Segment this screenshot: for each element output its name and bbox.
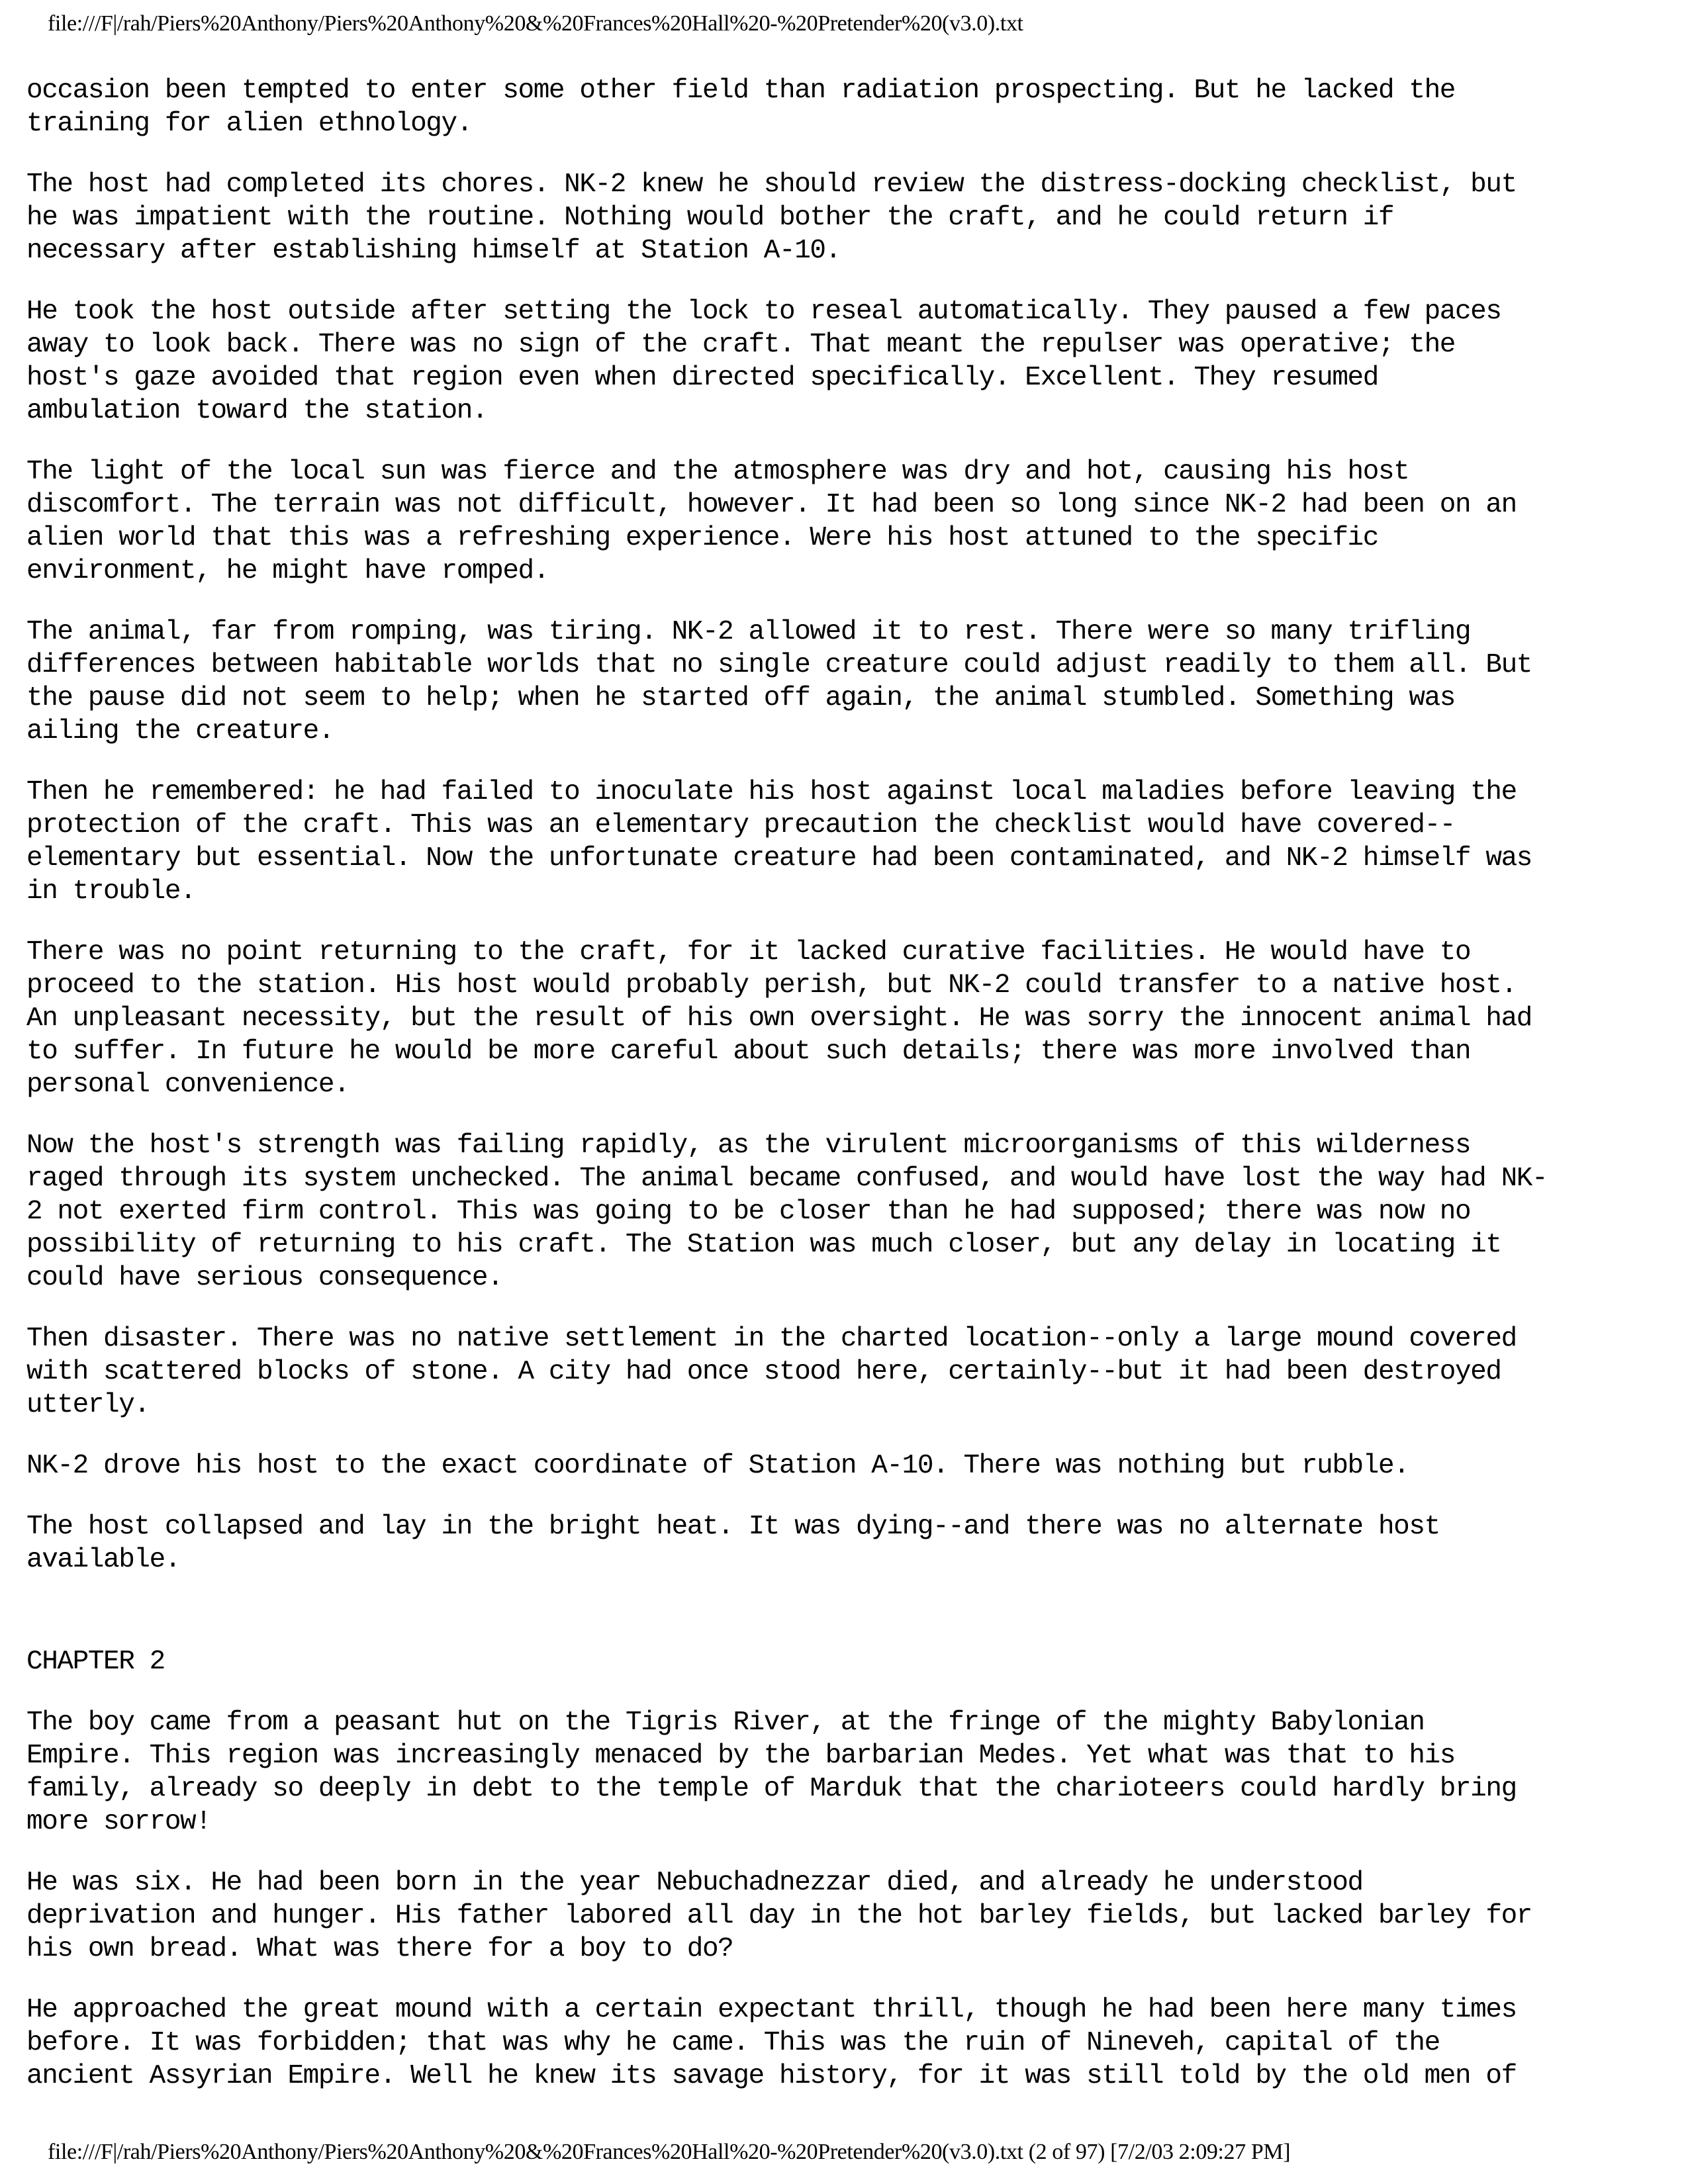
paragraph: The host had completed its chores. NK-2 knew he should review the distress-docking checklist, but he was impatient with the routine. Nothing would bother the craft, and he could return if necessary after establishing himself at Station A-10.	[26, 169, 1517, 266]
paragraph: The light of the local sun was fierce and the atmosphere was dry and hot, causing his host discomfort. The terrain was not difficult, however. It had been so long since NK-2 had been on an alien world that this was a refreshing experience. Were his host attuned to the specific environment, he might have romped.	[26, 457, 1517, 586]
paragraph: Then he remembered: he had failed to inoculate his host against local maladies before leaving the protection of the craft. This was an elementary precaution the checklist would have covered-- elementary but essential. Now the unfortunate creature had been contaminated, and NK-2 himself was in trouble.	[26, 777, 1532, 907]
paragraph: The boy came from a peasant hut on the Tigris River, at the fringe of the mighty Babylonian Empire. This region was increasingly menaced by the barbarian Medes. Yet what was that to his family, already so deeply in debt to the temple of Marduk that the charioteers could hardly bring more sorrow!	[26, 1707, 1517, 1837]
paragraph: The animal, far from romping, was tiring. NK-2 allowed it to rest. There were so many trifling differences between habitable worlds that no single creature could adjust readily to them all. But the pause did not seem to help; when he started off again, the animal stumbled. Something was ailing the creature.	[26, 617, 1532, 747]
paragraph: Then disaster. There was no native settlement in the charted location--only a large mound covered with scattered blocks of stone. A city had once stood here, certainly--but it had been destroyed utterly.	[26, 1324, 1517, 1420]
paragraph: He approached the great mound with a certain expectant thrill, though he had been here many times before. It was forbidden; that was why he came. This was the ruin of Nineveh, capital of the ancient Assyrian Empire. Well he knew its savage history, for it was still told by the old men of	[26, 1995, 1517, 2091]
paragraph: He took the host outside after setting the lock to reseal automatically. They paused a few paces away to look back. There was no sign of the craft. That meant the repulser was operative; the host's gaze avoided that region even when directed specifically. Excellent. They resumed ambulation toward the station.	[26, 296, 1501, 426]
page-header-url: file:///F|/rah/Piers%20Anthony/Piers%20Anthony%20&%20Frances%20Hall%20-%20Pretender%20(v3.0).txt	[48, 11, 1023, 36]
chapter-heading: CHAPTER 2	[26, 1647, 165, 1677]
document-body	[26, 74, 1668, 2120]
paragraph: occasion been tempted to enter some other field than radiation prospecting. But he lacked the training for alien ethnology.	[26, 75, 1455, 139]
paragraph: The host collapsed and lay in the bright heat. It was dying--and there was no alternate host available.	[26, 1512, 1440, 1575]
paragraph: He was six. He had been born in the year Nebuchadnezzar died, and already he understood deprivation and hunger. His father labored all day in the hot barley fields, but lacked barley for his own bread. What was there for a boy to do?	[26, 1868, 1532, 1964]
paragraph: NK-2 drove his host to the exact coordinate of Station A-10. There was nothing but rubble.	[26, 1451, 1409, 1481]
paragraph: There was no point returning to the craft, for it lacked curative facilities. He would have to proceed to the station. His host would probably perish, but NK-2 could transfer to a native host. An unpleasant necessity, but the result of his own oversight. He was sorry the innocent animal had to suffer. In future he would be more careful about such details; there was more involved than personal convenience.	[26, 937, 1532, 1100]
paragraph: Now the host's strength was failing rapidly, as the virulent microorganisms of this wilderness raged through its system unchecked. The animal became confused, and would have lost the way had NK- 2 not exerted firm control. This was going to be closer than he had supposed; there was now no possibility of returning to his craft. The Station was much closer, but any delay in locating it could have serious consequence.	[26, 1130, 1548, 1293]
page-footer: file:///F|/rah/Piers%20Anthony/Piers%20Anthony%20&%20Frances%20Hall%20-%20Pretender%20(v3.0).txt (2 of 97) [7/2/03 2:09:27 PM]	[48, 2140, 1291, 2164]
